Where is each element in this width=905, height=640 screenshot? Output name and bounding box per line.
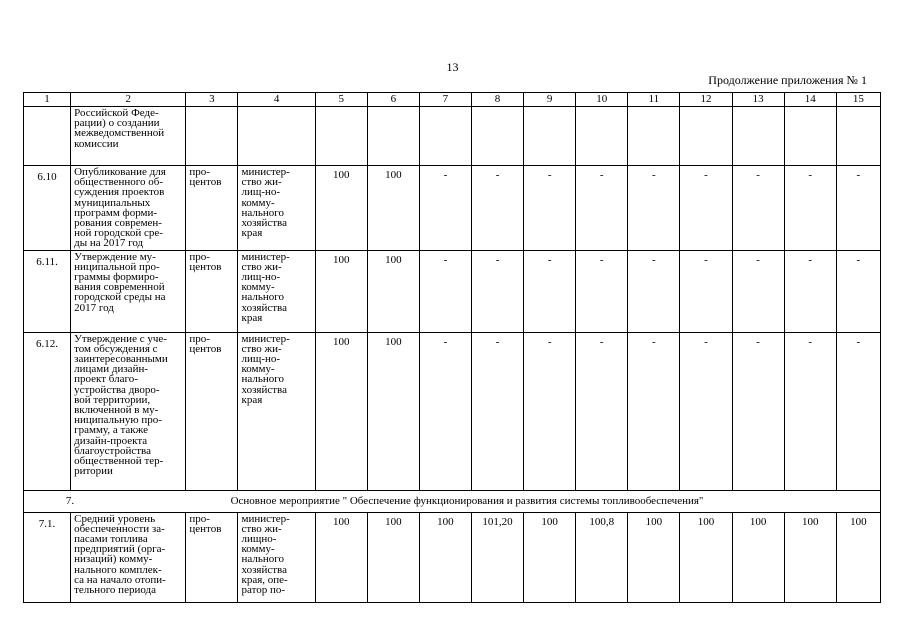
table-cell-col-9: - [524,250,576,332]
table-cell-col-14 [784,107,836,166]
table-cell-col-13: - [732,332,784,490]
column-header-5: 5 [315,93,367,107]
table-cell-col-11: 100 [628,512,680,602]
table-cell-col-2: Утверждение с уче- том обсуждения с заинтересованными лицами дизайн- проект благо- устройства дворо- вой территории, включенной в му- ниципальную про- грамму, а также дизайн-проекта благоустройства общественной тер- ритории [71,332,186,490]
table-cell-col-1 [24,107,71,166]
table-cell-col-8: - [471,166,523,251]
table-cell-col-5: 100 [315,332,367,490]
table-cell-col-5: 100 [315,512,367,602]
table-cell-col-3: про- центов [186,250,238,332]
table-cell-col-14: - [784,250,836,332]
table-cell-col-7: - [419,250,471,332]
section-title: Основное мероприятие " Обеспечение функционирования и развития системы топливообеспечения" [230,494,704,507]
table-row [24,107,881,166]
column-header-11: 11 [628,93,680,107]
table-cell-col-13 [732,107,784,166]
continuation-label: Продолжение приложения № 1 [708,73,867,87]
table-cell-col-15: - [836,250,880,332]
table-cell-col-12: - [680,332,732,490]
table-cell-col-10 [576,107,628,166]
table-cell-col-4 [238,107,315,166]
table-cell-col-12: - [680,250,732,332]
column-header-15: 15 [836,93,880,107]
table-cell-col-11 [628,107,680,166]
table-cell-col-8: - [471,250,523,332]
table-cell-col-15 [836,107,880,166]
table-cell-col-12: 100 [680,512,732,602]
column-header-7: 7 [419,93,471,107]
table-cell-col-3: про- центов [186,332,238,490]
table-cell-col-6: 100 [367,512,419,602]
table-cell-col-8: 101,20 [471,512,523,602]
column-header-13: 13 [732,93,784,107]
table-cell-col-8: - [471,332,523,490]
table-cell-col-10: - [576,332,628,490]
table-row [24,512,881,602]
table-cell-col-5: 100 [315,166,367,251]
column-header-14: 14 [784,93,836,107]
table-cell-col-11: - [628,332,680,490]
column-header-1: 1 [24,93,71,107]
table-cell-col-13: - [732,250,784,332]
table-cell-col-5: 100 [315,250,367,332]
table-cell-col-9 [524,107,576,166]
column-header-6: 6 [367,93,419,107]
table-row [24,250,881,332]
column-header-9: 9 [524,93,576,107]
column-header-12: 12 [680,93,732,107]
table-cell-col-3: про- центов [186,512,238,602]
header-row [24,93,881,107]
table-cell-col-2: Утверждение му- ниципальной про- граммы формиро- вания современной городской среды на 2017 год [71,250,186,332]
table-cell-col-2: Опубликование для общественного об- суждения проектов муниципальных программ форми- рования современ- ной городской сре- ды на 2017 год [71,166,186,251]
table-cell-col-7 [419,107,471,166]
table-row [24,332,881,490]
table-cell-col-13: - [732,166,784,251]
table-cell-col-1: 7.1. [24,512,71,602]
table-cell-col-4: министер- ство жи- лищ-но- комму- нального хозяйства края [238,250,315,332]
table-cell-col-14: - [784,166,836,251]
table-cell-col-3: про- центов [186,166,238,251]
table-cell-col-7: - [419,332,471,490]
table-cell-col-2: Средний уровень обеспеченности за- пасами топлива предприятий (орга- низаций) комму- нального комплек- са на начало отопи- тельного периода [71,512,186,602]
table-cell-col-5 [315,107,367,166]
table-cell-col-6: 100 [367,332,419,490]
table-cell-col-14: 100 [784,512,836,602]
table-cell-col-7: - [419,166,471,251]
column-header-8: 8 [471,93,523,107]
table-cell-col-6 [367,107,419,166]
table-cell-col-1: 6.11. [24,250,71,332]
section-row [24,490,881,512]
table-cell-col-7: 100 [419,512,471,602]
column-header-3: 3 [186,93,238,107]
table-cell-col-15: - [836,166,880,251]
table-cell-col-1: 6.10 [24,166,71,251]
indicators-table [23,92,881,603]
table-cell-col-10: - [576,166,628,251]
table-row [24,166,881,251]
table-body [24,93,881,603]
page-number: 13 [446,60,459,74]
table-cell-col-9: - [524,332,576,490]
table-cell-col-6: 100 [367,250,419,332]
table-cell-col-4: министер- ство жи- лищ-но- комму- нального хозяйства края [238,332,315,490]
table-cell-col-10: 100,8 [576,512,628,602]
table-cell-col-2: Российской Феде- рации) о создании межведомственной комиссии [71,107,186,166]
table-cell-col-12: - [680,166,732,251]
table-cell-col-4: министер- ство жи- лищно- комму- нального хозяйства края, опе- ратор по- [238,512,315,602]
table-cell-col-11: - [628,250,680,332]
table-cell-col-12 [680,107,732,166]
table-cell-col-13: 100 [732,512,784,602]
table-cell-col-14: - [784,332,836,490]
table-cell-col-1: 6.12. [24,332,71,490]
table-cell-col-10: - [576,250,628,332]
column-header-4: 4 [238,93,315,107]
table-cell-col-11: - [628,166,680,251]
table-cell-col-9: 100 [524,512,576,602]
table-cell-col-9: - [524,166,576,251]
section-number: 7. [65,494,75,507]
table-cell-col-6: 100 [367,166,419,251]
table-cell-col-8 [471,107,523,166]
table-cell-col-15: - [836,332,880,490]
table-cell-col-3 [186,107,238,166]
column-header-2: 2 [71,93,186,107]
table-cell-col-4: министер- ство жи- лищ-но- комму- нального хозяйства края [238,166,315,251]
section-cell [24,490,881,512]
column-header-10: 10 [576,93,628,107]
table-cell-col-15: 100 [836,512,880,602]
